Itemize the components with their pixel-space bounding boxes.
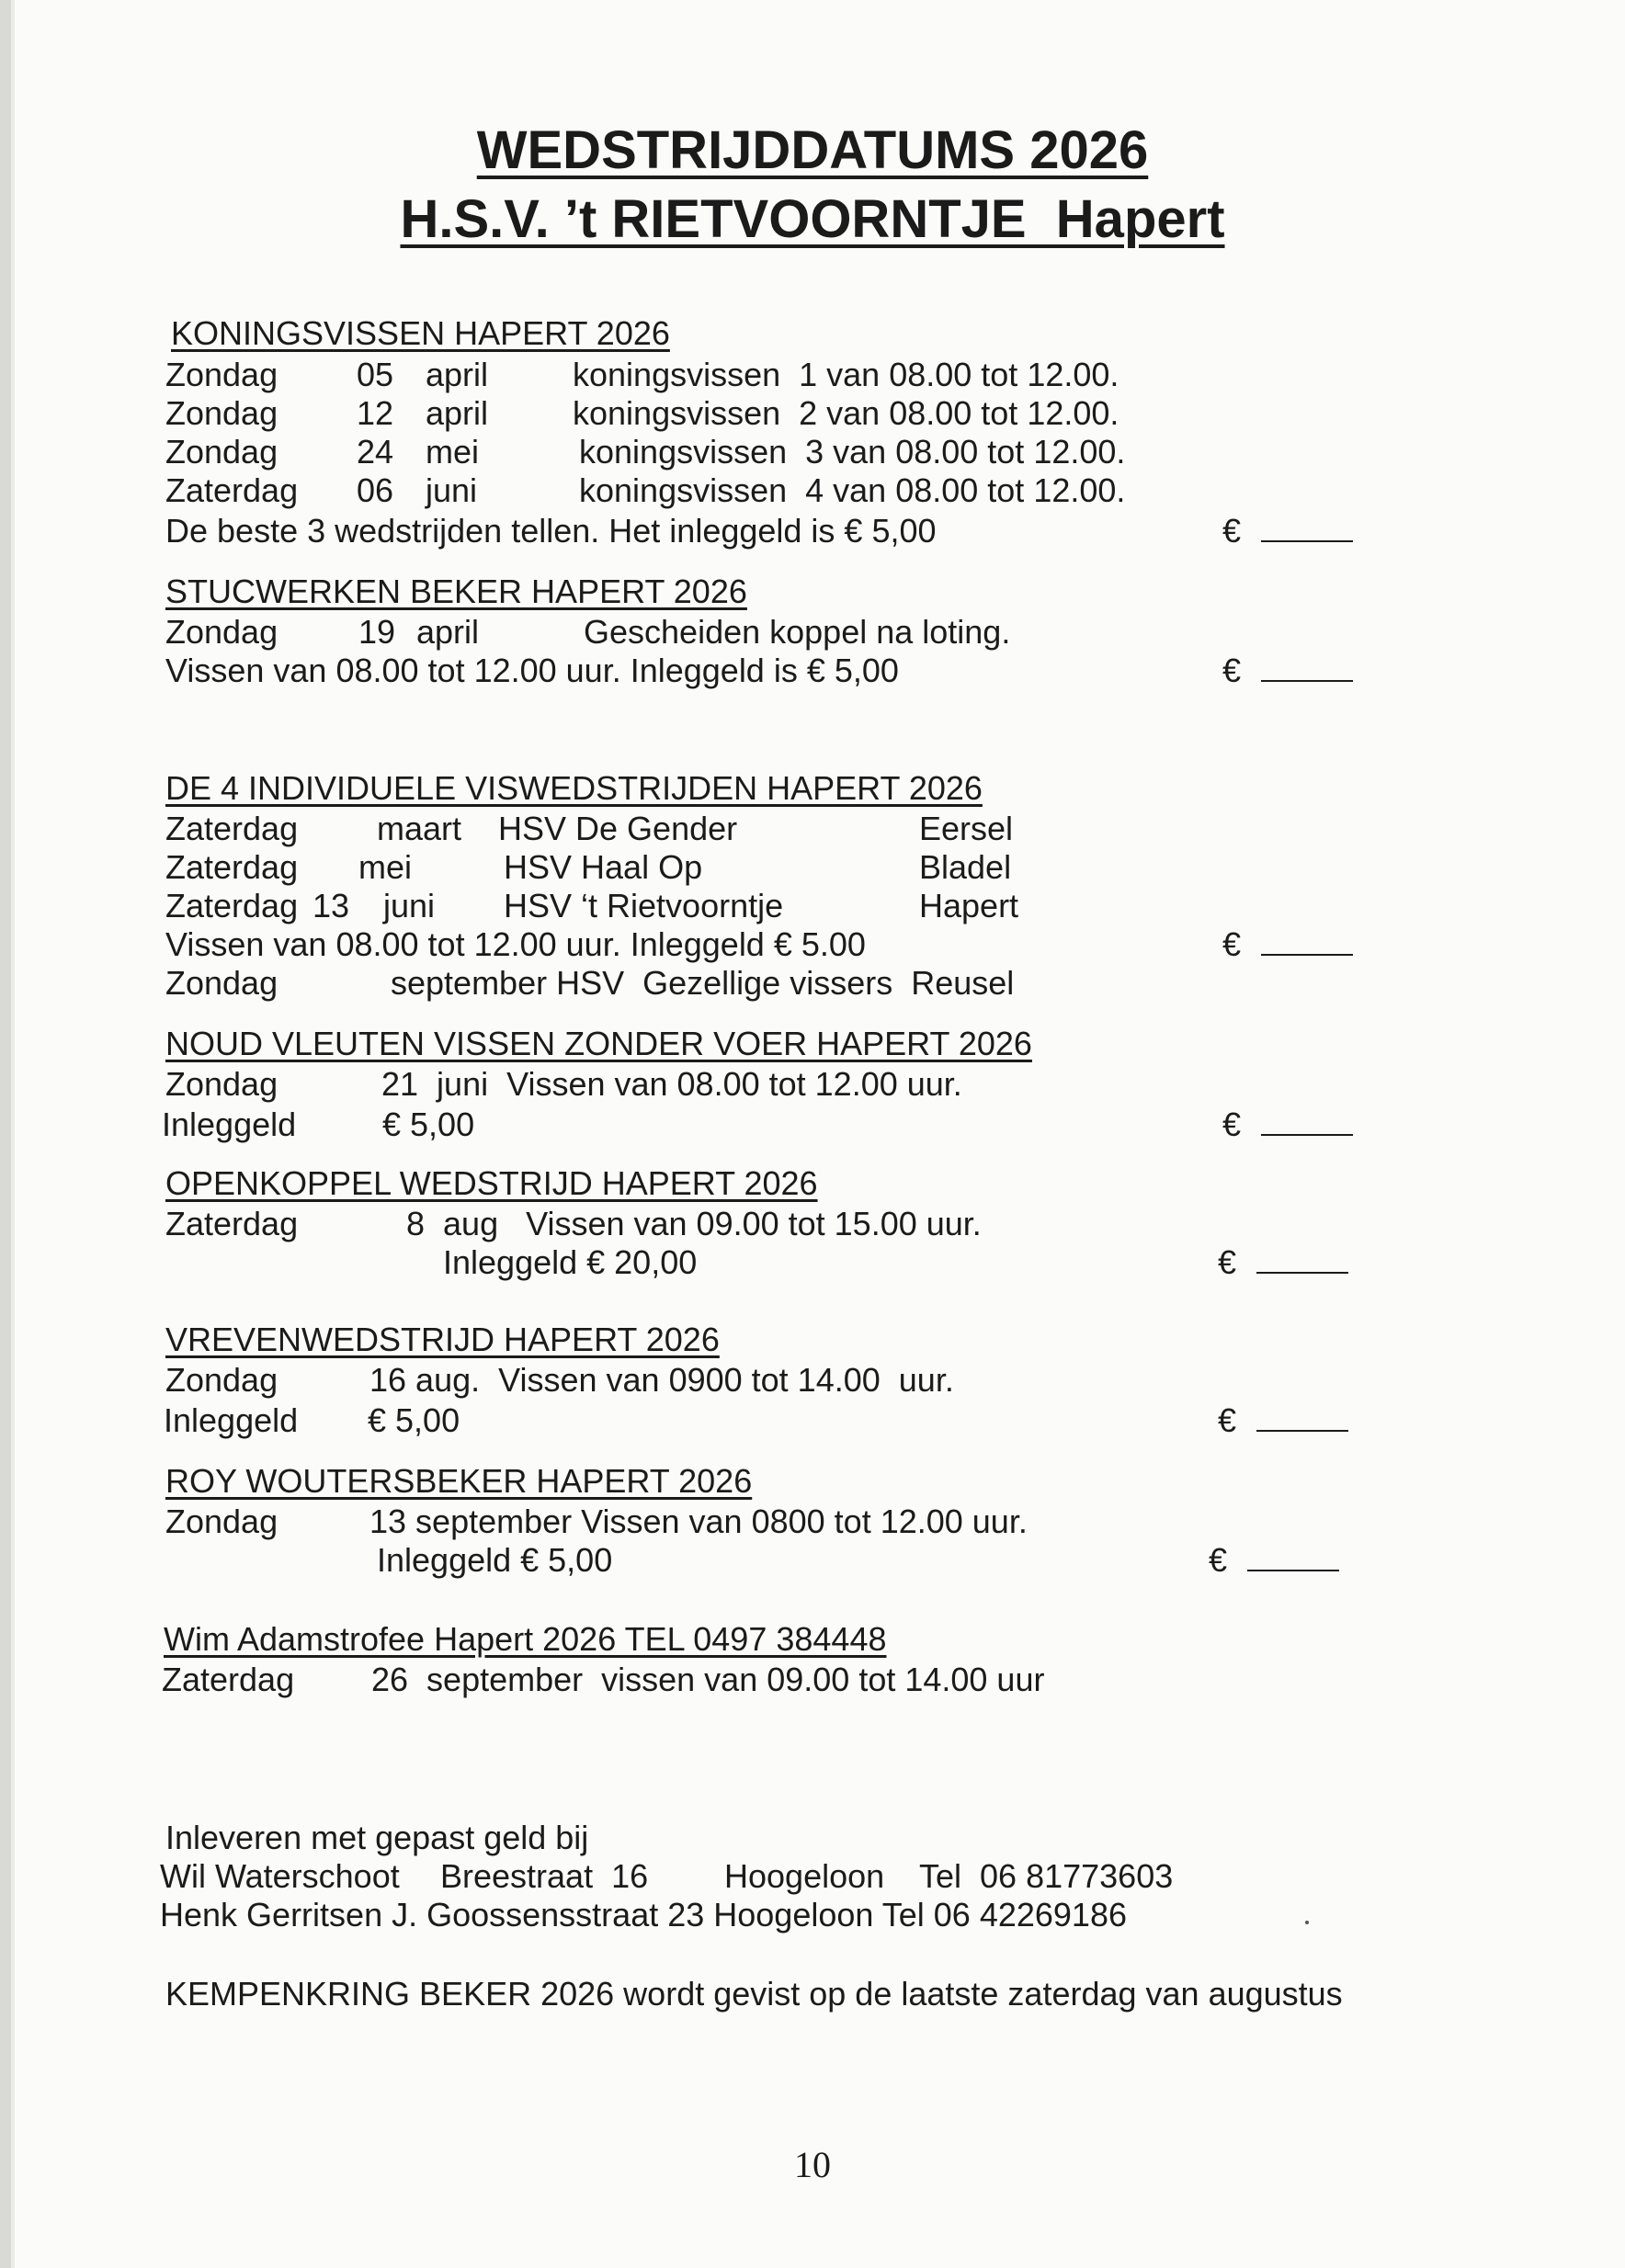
date: 12 [357,394,394,432]
contact-address: Breestraat 16 [440,1857,649,1895]
club-title: H.S.V. ’t RIETVOORNTJE Hapert [400,189,1225,249]
description: Gescheiden koppel na loting. [584,613,1011,651]
description: 21 juni Vissen van 08.00 tot 12.00 uur. [381,1065,962,1103]
euro-sign: € [1218,1243,1237,1281]
fee-amount: € 5,00 [382,1106,475,1143]
scan-edge [0,0,11,2268]
scan-edge-shadow [11,0,15,2268]
description: koningsvissen 3 van 08.00 tot 12.00. [579,433,1126,471]
month: april [426,356,489,393]
fee-blank-koningsvissen [1222,512,1353,550]
individuele-heading: DE 4 INDIVIDUELE VISWEDSTRIJDEN HAPERT 2026 [165,769,983,807]
noud-vleuten-heading: NOUD VLEUTEN VISSEN ZONDER VOER HAPERT 2026 [165,1025,1032,1062]
vreven-heading: VREVENWEDSTRIJD HAPERT 2026 [165,1321,720,1358]
submit-instruction: Inleveren met gepast geld bij [165,1819,589,1856]
euro-sign: € [1209,1541,1228,1579]
day: Zaterdag [162,1661,295,1698]
date: 19 [358,613,396,651]
openkoppel-fee: Inleggeld € 20,00 [443,1243,698,1281]
day: Zaterdag [165,1205,299,1242]
openkoppel-heading: OPENKOPPEL WEDSTRIJD HAPERT 2026 [165,1164,818,1202]
day: Zondag [165,356,278,393]
description: koningsvissen 4 van 08.00 tot 12.00. [579,471,1126,509]
fill-in-line [1256,1272,1348,1274]
contact-name: Wil Waterschoot [160,1857,400,1895]
fill-in-line [1261,1134,1353,1136]
koningsvissen-heading: KONINGSVISSEN HAPERT 2026 [171,314,670,352]
date: 05 [357,356,394,393]
fill-in-line [1261,540,1353,542]
fee-blank-openkoppel [1218,1243,1348,1281]
description: september HSV Gezellige vissers Reusel [391,964,1015,1002]
contact-henk-gerritsen: Henk Gerritsen J. Goossensstraat 23 Hoogeloon Tel 06 42269186 [160,1896,1127,1933]
month: april [426,394,489,432]
fee-label: Inleggeld [162,1106,297,1143]
fee-blank-individuele [1222,925,1353,963]
day: Zondag [165,1065,278,1103]
month: juni [426,471,478,509]
fill-in-line [1261,954,1353,956]
month: juni [383,887,436,924]
fee-blank-vreven [1218,1401,1348,1439]
day: Zaterdag [165,848,299,886]
description: koningsvissen 2 van 08.00 tot 12.00. [573,394,1119,432]
contact-place: Hoogeloon [724,1857,885,1895]
day: Zondag [165,1503,278,1540]
fee-amount: € 5,00 [368,1401,460,1439]
scan-speck [1305,1921,1309,1924]
euro-sign: € [1222,652,1242,689]
description: 26 september vissen van 09.00 tot 14.00 uur [371,1661,1045,1698]
day: Zaterdag [165,471,299,509]
day: Zondag [165,613,278,651]
fee-blank-roy-wouters [1209,1541,1339,1579]
month: mei [358,848,413,886]
month: maart [377,810,462,847]
day: Zaterdag [165,887,299,924]
club: HSV ‘t Rietvoorntje [504,887,784,924]
fill-in-line [1261,680,1353,682]
page-title: WEDSTRIJDDATUMS 2026 [476,120,1149,180]
place: Eersel [919,810,1014,847]
kempenkring-note: KEMPENKRING BEKER 2026 wordt gevist op de laatste zaterdag van augustus [165,1975,1343,2013]
individuele-note: Vissen van 08.00 tot 12.00 uur. Inleggeld € 5.00 [165,925,866,963]
month: mei [426,433,480,471]
day: Zondag [165,1361,278,1399]
euro-sign: € [1222,925,1242,963]
club: HSV De Gender [498,810,738,847]
koningsvissen-note: De beste 3 wedstrijden tellen. Het inleggeld is € 5,00 [165,512,937,550]
roy-wouters-fee: Inleggeld € 5,00 [377,1541,613,1579]
fee-blank-stucwerken [1222,654,1353,687]
day: Zondag [165,394,278,432]
fee-label: Inleggeld [164,1401,299,1439]
wim-adams-heading: Wim Adamstrofee Hapert 2026 TEL 0497 384448 [164,1620,887,1658]
month: april [416,613,480,651]
day: Zondag [165,433,278,471]
date: 24 [357,433,394,471]
place: Hapert [919,887,1019,924]
description: 8 aug Vissen van 09.00 tot 15.00 uur. [406,1205,982,1242]
fee-blank-noud-vleuten [1222,1108,1353,1141]
euro-sign: € [1218,1401,1237,1439]
roy-wouters-heading: ROY WOUTERSBEKER HAPERT 2026 [165,1462,753,1500]
stucwerken-note: Vissen van 08.00 tot 12.00 uur. Inleggeld is € 5,00 [165,652,899,689]
description: 16 aug. Vissen van 0900 tot 14.00 uur. [369,1361,954,1399]
place: Bladel [919,848,1012,886]
date: 06 [357,471,394,509]
euro-sign: € [1222,1106,1242,1143]
page-number: 10 [794,2144,831,2185]
fill-in-line [1247,1570,1339,1571]
stucwerken-heading: STUCWERKEN BEKER HAPERT 2026 [165,573,747,610]
day: Zaterdag [165,810,299,847]
description: koningsvissen 1 van 08.00 tot 12.00. [573,356,1119,393]
fill-in-line [1256,1430,1348,1432]
description: 13 september Vissen van 0800 tot 12.00 uur. [369,1503,1028,1540]
euro-sign: € [1222,512,1242,550]
date: 13 [312,887,350,924]
club: HSV Haal Op [504,848,703,886]
day: Zondag [165,964,278,1002]
contact-tel: Tel 06 81773603 [919,1857,1174,1895]
